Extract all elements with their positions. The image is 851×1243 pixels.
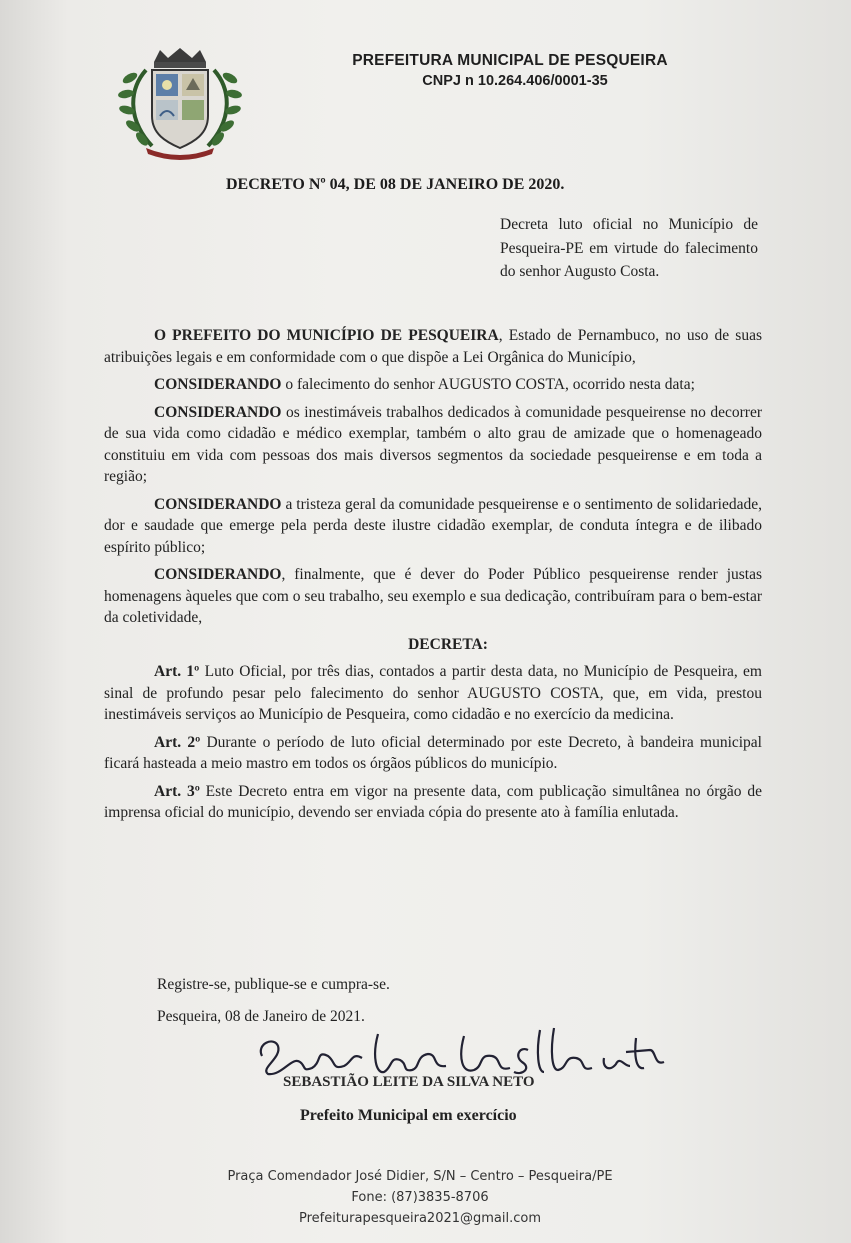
decreta-heading: DECRETA:	[408, 635, 488, 653]
considerando-paragraph	[104, 402, 762, 488]
place-and-date: Pesqueira, 08 de Janeiro de 2021.	[157, 1008, 365, 1025]
article-label: Art. 1º	[154, 663, 200, 680]
considerando-label: CONSIDERANDO	[154, 376, 282, 393]
footer-address: Praça Comendador José Didier, S/N – Centro – Pesqueira/PE	[227, 1169, 613, 1184]
decree-body	[104, 325, 762, 824]
considerando-paragraph	[104, 374, 762, 396]
considerando-text: os inestimáveis trabalhos dedicados à comunidade pesqueirense no decorrer de sua vida como cidadão e médico exemplar, também o alto grau de amizade que o homenageado constituiu em vida com pessoas dos mais diversos segmentos da sociedade pesqueirense e em toda a região;	[104, 403, 762, 485]
article-2	[104, 732, 762, 775]
decree-summary: Decreta luto oficial no Município de Pesqueira-PE em virtude do falecimento do senhor Augusto Costa.	[500, 216, 758, 280]
decree-title: DECRETO Nº 04, DE 08 DE JANEIRO DE 2020.	[226, 176, 565, 193]
footer-contact	[180, 1166, 660, 1229]
article-1	[104, 661, 762, 726]
article-3	[104, 781, 762, 824]
preamble-paragraph	[104, 325, 762, 368]
preamble-text: , Estado de Pernambuco, no uso de suas atribuições legais e em conformidade com o que dispõe a Lei Orgânica do Município,	[104, 327, 762, 366]
considerando-paragraph	[104, 564, 762, 629]
org-name: PREFEITURA MUNICIPAL DE PESQUEIRA	[352, 52, 668, 69]
footer-phone: Fone: (87)3835-8706	[351, 1190, 489, 1205]
considerando-label: CONSIDERANDO	[154, 403, 282, 421]
signer-name: SEBASTIÃO LEITE DA SILVA NETO	[283, 1074, 535, 1090]
considerando-text: a tristeza geral da comunidade pesqueirense e o sentimento de solidariedade, dor e saudade que emerge pela perda deste ilustre cidadão exemplar, de conduta íntegra e de ilibado espírito público;	[104, 495, 762, 556]
considerando-text: o falecimento do senhor AUGUSTO COSTA, ocorrido nesta data;	[281, 376, 695, 393]
footer-email: Prefeiturapesqueira2021@gmail.com	[298, 1211, 542, 1226]
article-text: Este Decreto entra em vigor na presente data, com publicação simultânea no órgão de imprensa oficial do município, devendo ser enviada cópia do presente ato à família enlutada.	[104, 782, 762, 821]
article-label: Art. 2º	[154, 733, 201, 751]
signer-role: Prefeito Municipal em exercício	[300, 1107, 517, 1124]
considerando-label: CONSIDERANDO	[154, 495, 282, 513]
considerando-paragraph	[104, 494, 762, 559]
preamble-authority: O PREFEITO DO MUNICÍPIO DE PESQUEIRA	[154, 327, 499, 344]
considerando-label: CONSIDERANDO	[154, 566, 282, 583]
coat-of-arms-logo	[116, 48, 244, 160]
registration-clause: Registre-se, publique-se e cumpra-se.	[157, 976, 390, 993]
letterhead	[300, 52, 720, 89]
cnpj-number: CNPJ n 10.264.406/0001-35	[422, 73, 608, 89]
article-text: Durante o período de luto oficial determinado por este Decreto, à bandeira municipal ficará hasteada a meio mastro em todos os órgãos públicos do município.	[104, 733, 762, 772]
considerando-text: , finalmente, que é dever do Poder Público pesqueirense render justas homenagens àqueles que com o seu trabalho, seu exemplo e sua dedicação, contribuíram para o bem-estar da coletividade,	[104, 566, 762, 626]
article-label: Art. 3º	[154, 782, 200, 800]
article-text: Luto Oficial, por três dias, contados a partir desta data, no Município de Pesqueira, em sinal de profundo pesar pelo falecimento do senhor AUGUSTO COSTA, que, em vida, prestou inestimáveis serviços ao Município de Pesqueira, como cidadão e no exercício da medicina.	[104, 663, 762, 723]
